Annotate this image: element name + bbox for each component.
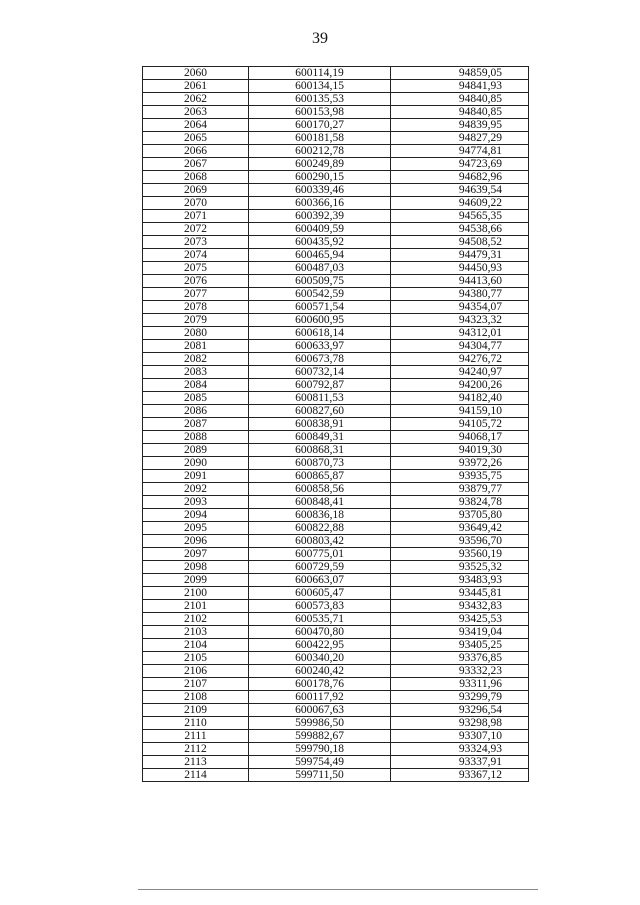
table-row bbox=[143, 574, 529, 587]
x-coordinate-cell: 600409,59 bbox=[249, 223, 391, 236]
point-number-cell: 2073 bbox=[143, 236, 249, 249]
point-number-cell: 2105 bbox=[143, 652, 249, 665]
x-coordinate-cell: 600858,56 bbox=[249, 483, 391, 496]
table-row bbox=[143, 301, 529, 314]
y-coordinate-cell: 94827,29 bbox=[391, 132, 529, 145]
point-number-cell: 2085 bbox=[143, 392, 249, 405]
point-number-cell: 2069 bbox=[143, 184, 249, 197]
table-row bbox=[143, 67, 529, 80]
x-coordinate-cell: 600870,73 bbox=[249, 457, 391, 470]
y-coordinate-cell: 93332,23 bbox=[391, 665, 529, 678]
point-number-cell: 2100 bbox=[143, 587, 249, 600]
table-row bbox=[143, 444, 529, 457]
point-number-cell: 2099 bbox=[143, 574, 249, 587]
point-number-cell: 2061 bbox=[143, 80, 249, 93]
point-number-cell: 2094 bbox=[143, 509, 249, 522]
x-coordinate-cell: 600290,15 bbox=[249, 171, 391, 184]
point-number-cell: 2091 bbox=[143, 470, 249, 483]
y-coordinate-cell: 93367,12 bbox=[391, 769, 529, 782]
x-coordinate-cell: 599711,50 bbox=[249, 769, 391, 782]
y-coordinate-cell: 93299,79 bbox=[391, 691, 529, 704]
x-coordinate-cell: 600849,31 bbox=[249, 431, 391, 444]
x-coordinate-cell: 600212,78 bbox=[249, 145, 391, 158]
y-coordinate-cell: 93296,54 bbox=[391, 704, 529, 717]
y-coordinate-cell: 94068,17 bbox=[391, 431, 529, 444]
point-number-cell: 2079 bbox=[143, 314, 249, 327]
y-coordinate-cell: 93419,04 bbox=[391, 626, 529, 639]
y-coordinate-cell: 93879,77 bbox=[391, 483, 529, 496]
point-number-cell: 2096 bbox=[143, 535, 249, 548]
point-number-cell: 2083 bbox=[143, 366, 249, 379]
x-coordinate-cell: 600535,71 bbox=[249, 613, 391, 626]
x-coordinate-cell: 600822,88 bbox=[249, 522, 391, 535]
table-row bbox=[143, 366, 529, 379]
table-row bbox=[143, 418, 529, 431]
table-row bbox=[143, 288, 529, 301]
x-coordinate-cell: 600600,95 bbox=[249, 314, 391, 327]
x-coordinate-cell: 600392,39 bbox=[249, 210, 391, 223]
point-number-cell: 2080 bbox=[143, 327, 249, 340]
y-coordinate-cell: 93596,70 bbox=[391, 535, 529, 548]
x-coordinate-cell: 600422,95 bbox=[249, 639, 391, 652]
y-coordinate-cell: 93483,93 bbox=[391, 574, 529, 587]
point-number-cell: 2082 bbox=[143, 353, 249, 366]
point-number-cell: 2070 bbox=[143, 197, 249, 210]
x-coordinate-cell: 600135,53 bbox=[249, 93, 391, 106]
y-coordinate-cell: 94840,85 bbox=[391, 106, 529, 119]
x-coordinate-cell: 600732,14 bbox=[249, 366, 391, 379]
table-row bbox=[143, 275, 529, 288]
x-coordinate-cell: 600605,47 bbox=[249, 587, 391, 600]
table-row bbox=[143, 262, 529, 275]
y-coordinate-cell: 94479,31 bbox=[391, 249, 529, 262]
y-coordinate-cell: 94354,07 bbox=[391, 301, 529, 314]
table-row bbox=[143, 379, 529, 392]
y-coordinate-cell: 94312,01 bbox=[391, 327, 529, 340]
table-row bbox=[143, 353, 529, 366]
table-row bbox=[143, 132, 529, 145]
point-number-cell: 2086 bbox=[143, 405, 249, 418]
y-coordinate-cell: 93376,85 bbox=[391, 652, 529, 665]
point-number-cell: 2066 bbox=[143, 145, 249, 158]
y-coordinate-cell: 93324,93 bbox=[391, 743, 529, 756]
point-number-cell: 2064 bbox=[143, 119, 249, 132]
y-coordinate-cell: 94380,77 bbox=[391, 288, 529, 301]
point-number-cell: 2076 bbox=[143, 275, 249, 288]
table-row bbox=[143, 158, 529, 171]
table-row bbox=[143, 236, 529, 249]
table-row bbox=[143, 431, 529, 444]
table-row bbox=[143, 93, 529, 106]
x-coordinate-cell: 600803,42 bbox=[249, 535, 391, 548]
table-row bbox=[143, 210, 529, 223]
y-coordinate-cell: 93649,42 bbox=[391, 522, 529, 535]
point-number-cell: 2109 bbox=[143, 704, 249, 717]
y-coordinate-cell: 94450,93 bbox=[391, 262, 529, 275]
point-number-cell: 2114 bbox=[143, 769, 249, 782]
table-row bbox=[143, 665, 529, 678]
table-row bbox=[143, 652, 529, 665]
x-coordinate-cell: 600868,31 bbox=[249, 444, 391, 457]
coordinates-table bbox=[142, 66, 529, 782]
point-number-cell: 2098 bbox=[143, 561, 249, 574]
x-coordinate-cell: 600827,60 bbox=[249, 405, 391, 418]
x-coordinate-cell: 600153,98 bbox=[249, 106, 391, 119]
point-number-cell: 2087 bbox=[143, 418, 249, 431]
x-coordinate-cell: 600838,91 bbox=[249, 418, 391, 431]
x-coordinate-cell: 600848,41 bbox=[249, 496, 391, 509]
table-row bbox=[143, 743, 529, 756]
table-row bbox=[143, 392, 529, 405]
table-row bbox=[143, 730, 529, 743]
point-number-cell: 2074 bbox=[143, 249, 249, 262]
x-coordinate-cell: 600465,94 bbox=[249, 249, 391, 262]
table-row bbox=[143, 119, 529, 132]
y-coordinate-cell: 93307,10 bbox=[391, 730, 529, 743]
table-row bbox=[143, 704, 529, 717]
y-coordinate-cell: 93311,96 bbox=[391, 678, 529, 691]
y-coordinate-cell: 93525,32 bbox=[391, 561, 529, 574]
x-coordinate-cell: 600178,76 bbox=[249, 678, 391, 691]
point-number-cell: 2084 bbox=[143, 379, 249, 392]
point-number-cell: 2106 bbox=[143, 665, 249, 678]
point-number-cell: 2101 bbox=[143, 600, 249, 613]
x-coordinate-cell: 600339,46 bbox=[249, 184, 391, 197]
point-number-cell: 2092 bbox=[143, 483, 249, 496]
table-row bbox=[143, 535, 529, 548]
y-coordinate-cell: 94841,93 bbox=[391, 80, 529, 93]
y-coordinate-cell: 93425,53 bbox=[391, 613, 529, 626]
y-coordinate-cell: 94323,32 bbox=[391, 314, 529, 327]
y-coordinate-cell: 94240,97 bbox=[391, 366, 529, 379]
y-coordinate-cell: 94019,30 bbox=[391, 444, 529, 457]
x-coordinate-cell: 600470,80 bbox=[249, 626, 391, 639]
x-coordinate-cell: 600114,19 bbox=[249, 67, 391, 80]
x-coordinate-cell: 600240,42 bbox=[249, 665, 391, 678]
point-number-cell: 2111 bbox=[143, 730, 249, 743]
table-row bbox=[143, 509, 529, 522]
table-row bbox=[143, 548, 529, 561]
x-coordinate-cell: 600435,92 bbox=[249, 236, 391, 249]
y-coordinate-cell: 94839,95 bbox=[391, 119, 529, 132]
y-coordinate-cell: 93972,26 bbox=[391, 457, 529, 470]
x-coordinate-cell: 600673,78 bbox=[249, 353, 391, 366]
table-row bbox=[143, 717, 529, 730]
point-number-cell: 2113 bbox=[143, 756, 249, 769]
y-coordinate-cell: 94774,81 bbox=[391, 145, 529, 158]
x-coordinate-cell: 600509,75 bbox=[249, 275, 391, 288]
y-coordinate-cell: 94413,60 bbox=[391, 275, 529, 288]
table-row bbox=[143, 314, 529, 327]
x-coordinate-cell: 600836,18 bbox=[249, 509, 391, 522]
x-coordinate-cell: 600618,14 bbox=[249, 327, 391, 340]
x-coordinate-cell: 599754,49 bbox=[249, 756, 391, 769]
point-number-cell: 2067 bbox=[143, 158, 249, 171]
table-row bbox=[143, 522, 529, 535]
y-coordinate-cell: 93824,78 bbox=[391, 496, 529, 509]
y-coordinate-cell: 93298,98 bbox=[391, 717, 529, 730]
x-coordinate-cell: 600729,59 bbox=[249, 561, 391, 574]
y-coordinate-cell: 94538,66 bbox=[391, 223, 529, 236]
x-coordinate-cell: 600865,87 bbox=[249, 470, 391, 483]
x-coordinate-cell: 600134,15 bbox=[249, 80, 391, 93]
table-row bbox=[143, 600, 529, 613]
table-row bbox=[143, 80, 529, 93]
coordinates-table-body bbox=[143, 67, 529, 782]
table-row bbox=[143, 106, 529, 119]
table-row bbox=[143, 223, 529, 236]
y-coordinate-cell: 94159,10 bbox=[391, 405, 529, 418]
y-coordinate-cell: 94565,35 bbox=[391, 210, 529, 223]
point-number-cell: 2090 bbox=[143, 457, 249, 470]
x-coordinate-cell: 600811,53 bbox=[249, 392, 391, 405]
table-row bbox=[143, 639, 529, 652]
x-coordinate-cell: 600366,16 bbox=[249, 197, 391, 210]
table-row bbox=[143, 561, 529, 574]
point-number-cell: 2081 bbox=[143, 340, 249, 353]
point-number-cell: 2108 bbox=[143, 691, 249, 704]
point-number-cell: 2088 bbox=[143, 431, 249, 444]
y-coordinate-cell: 93705,80 bbox=[391, 509, 529, 522]
y-coordinate-cell: 94182,40 bbox=[391, 392, 529, 405]
table-row bbox=[143, 756, 529, 769]
point-number-cell: 2089 bbox=[143, 444, 249, 457]
y-coordinate-cell: 94200,26 bbox=[391, 379, 529, 392]
y-coordinate-cell: 93935,75 bbox=[391, 470, 529, 483]
x-coordinate-cell: 600571,54 bbox=[249, 301, 391, 314]
x-coordinate-cell: 600487,03 bbox=[249, 262, 391, 275]
y-coordinate-cell: 94276,72 bbox=[391, 353, 529, 366]
y-coordinate-cell: 93337,91 bbox=[391, 756, 529, 769]
page-number: 39 bbox=[312, 30, 328, 47]
point-number-cell: 2104 bbox=[143, 639, 249, 652]
table-row bbox=[143, 470, 529, 483]
point-number-cell: 2062 bbox=[143, 93, 249, 106]
y-coordinate-cell: 93445,81 bbox=[391, 587, 529, 600]
x-coordinate-cell: 600170,27 bbox=[249, 119, 391, 132]
y-coordinate-cell: 94639,54 bbox=[391, 184, 529, 197]
y-coordinate-cell: 93405,25 bbox=[391, 639, 529, 652]
point-number-cell: 2103 bbox=[143, 626, 249, 639]
table-row bbox=[143, 691, 529, 704]
point-number-cell: 2060 bbox=[143, 67, 249, 80]
table-row bbox=[143, 613, 529, 626]
point-number-cell: 2065 bbox=[143, 132, 249, 145]
table-row bbox=[143, 249, 529, 262]
footer-rule bbox=[138, 889, 538, 890]
table-row bbox=[143, 769, 529, 782]
x-coordinate-cell: 600573,83 bbox=[249, 600, 391, 613]
table-row bbox=[143, 145, 529, 158]
x-coordinate-cell: 600181,58 bbox=[249, 132, 391, 145]
x-coordinate-cell: 600117,92 bbox=[249, 691, 391, 704]
point-number-cell: 2097 bbox=[143, 548, 249, 561]
table-row bbox=[143, 678, 529, 691]
y-coordinate-cell: 93560,19 bbox=[391, 548, 529, 561]
table-row bbox=[143, 197, 529, 210]
table-row bbox=[143, 327, 529, 340]
x-coordinate-cell: 599882,67 bbox=[249, 730, 391, 743]
y-coordinate-cell: 94304,77 bbox=[391, 340, 529, 353]
table-row bbox=[143, 457, 529, 470]
y-coordinate-cell: 94723,69 bbox=[391, 158, 529, 171]
x-coordinate-cell: 600340,20 bbox=[249, 652, 391, 665]
point-number-cell: 2110 bbox=[143, 717, 249, 730]
x-coordinate-cell: 600775,01 bbox=[249, 548, 391, 561]
y-coordinate-cell: 94508,52 bbox=[391, 236, 529, 249]
point-number-cell: 2102 bbox=[143, 613, 249, 626]
x-coordinate-cell: 599790,18 bbox=[249, 743, 391, 756]
x-coordinate-cell: 600542,59 bbox=[249, 288, 391, 301]
y-coordinate-cell: 94859,05 bbox=[391, 67, 529, 80]
point-number-cell: 2078 bbox=[143, 301, 249, 314]
point-number-cell: 2072 bbox=[143, 223, 249, 236]
point-number-cell: 2093 bbox=[143, 496, 249, 509]
table-row bbox=[143, 483, 529, 496]
y-coordinate-cell: 94682,96 bbox=[391, 171, 529, 184]
point-number-cell: 2063 bbox=[143, 106, 249, 119]
x-coordinate-cell: 599986,50 bbox=[249, 717, 391, 730]
y-coordinate-cell: 94105,72 bbox=[391, 418, 529, 431]
table-row bbox=[143, 587, 529, 600]
table-row bbox=[143, 405, 529, 418]
point-number-cell: 2075 bbox=[143, 262, 249, 275]
x-coordinate-cell: 600249,89 bbox=[249, 158, 391, 171]
table-row bbox=[143, 184, 529, 197]
point-number-cell: 2068 bbox=[143, 171, 249, 184]
point-number-cell: 2112 bbox=[143, 743, 249, 756]
x-coordinate-cell: 600633,97 bbox=[249, 340, 391, 353]
y-coordinate-cell: 93432,83 bbox=[391, 600, 529, 613]
y-coordinate-cell: 94840,85 bbox=[391, 93, 529, 106]
x-coordinate-cell: 600067,63 bbox=[249, 704, 391, 717]
point-number-cell: 2107 bbox=[143, 678, 249, 691]
x-coordinate-cell: 600792,87 bbox=[249, 379, 391, 392]
table-row bbox=[143, 340, 529, 353]
table-row bbox=[143, 496, 529, 509]
x-coordinate-cell: 600663,07 bbox=[249, 574, 391, 587]
point-number-cell: 2071 bbox=[143, 210, 249, 223]
y-coordinate-cell: 94609,22 bbox=[391, 197, 529, 210]
table-row bbox=[143, 626, 529, 639]
table-row bbox=[143, 171, 529, 184]
point-number-cell: 2077 bbox=[143, 288, 249, 301]
point-number-cell: 2095 bbox=[143, 522, 249, 535]
